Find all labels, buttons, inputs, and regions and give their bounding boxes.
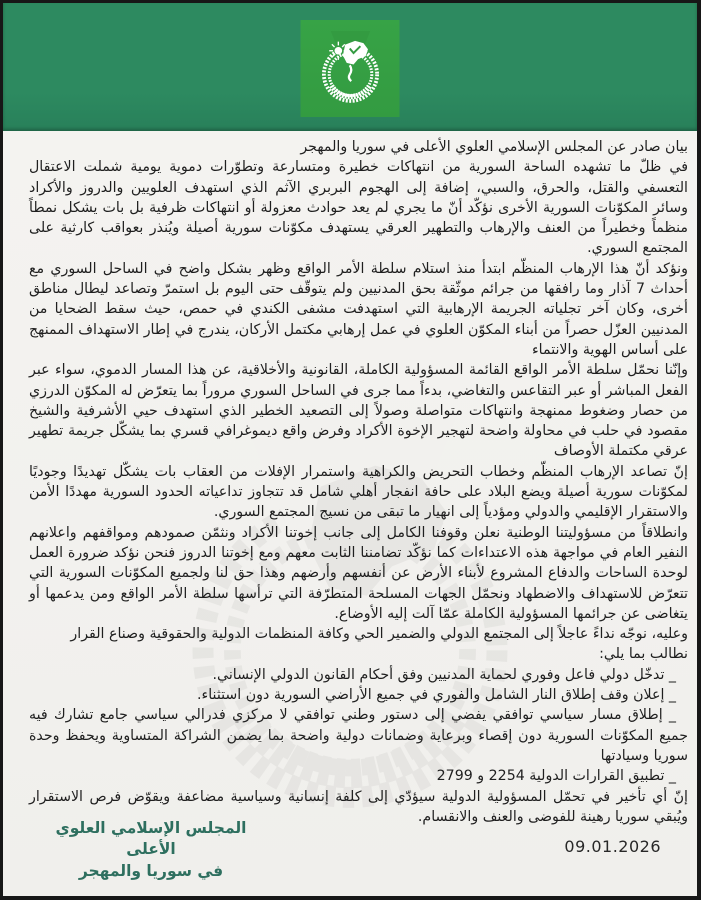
paragraph: وانطلاقاً من مسؤوليتنا الوطنية نعلن وقوفنا الكامل إلى جانب إخوتنا الأكراد ونثمّن صمودهم ومواقفهم واعلانهم النفير العام في مواجهة هذه الاعتداءات كما نؤكّد تضامننا الثابت معهم ومع إخوتنا الدروز فنحن نؤكد ضرورة العمل لوحدة الساحات والدفاع المشروع لأبناء الأرض عن أنفسهم وأرضهم وهذا حق لنا ولجميع المكوّنات السورية التي تتعرّض للاستهداف والاضطهاد ونحمّل الجهات المسلحة المتطرّفة التي ترأسها سلطة الأمر الواقع ومن يدعمها أو يتغاضى عن جرائمها المسؤولية الكاملة عمّا آلت إليه الأوضاع. xyxy=(29,524,688,622)
signature-block xyxy=(31,818,271,883)
council-logo-panel xyxy=(301,20,400,117)
signature-line-2: في سوريا والمهجر xyxy=(78,861,224,880)
demand-item: _ تطبيق القرارات الدولية 2254 و 2799 xyxy=(436,768,676,785)
paragraph: وعليه، نوجّه نداءً عاجلاً إلى المجتمع الدولي والضمير الحي وكافة المنظمات الدولية والحقوقية وصناع القرار xyxy=(70,626,688,643)
demand-item: _ إطلاق مسار سياسي توافقي يفضي إلى دستور وطني توافقي لا مركزي فدرالي سياسي جامع تشارك فيه جميع المكوّنات السورية دون إقصاء وبرعاية وضمانات دولية واضحة بما يضمن الشراكة المتساوية ويحفظ وحدة سوريا وسيادتها xyxy=(29,707,688,764)
demand-item: _ إعلان وقف إطلاق النار الشامل والفوري في جميع الأراضي السورية دون استثناء. xyxy=(197,687,676,704)
signature-line-1: المجلس الإسلامي العلوي الأعلى xyxy=(55,818,247,858)
syria-map-shape xyxy=(342,40,367,64)
demands-lead: نطالب بما يلي: xyxy=(599,646,688,663)
header-band xyxy=(3,3,697,131)
statement-date: 09.01.2026 xyxy=(564,837,661,856)
paragraph: ونؤكد أنّ هذا الإرهاب المنظّم ابتدأ منذ استلام سلطة الأمر الواقع وظهر بشكل واضح في الساحل السوري مع أحداث 7 آذار وما رافقها من جرائم موثّقة بحق المدنيين ولم يتوقّف حتى اليوم بل استمرّ وتصاعد ليطال مناطق أخرى، وكان آخر تجلياته الجريمة الإرهابية التي استهدفت مشفى الكندي في حمص، حيث سقط الضحايا من المدنيين العزّل حصراً من أبناء المكوّن العلوي في عمل إرهابي مكتمل الأركان، يندرج في إطار الاستهداف الممنهج على أساس الهوية والانتماء xyxy=(29,260,688,358)
paragraph: في ظلّ ما تشهده الساحة السورية من انتهاكات خطيرة ومتسارعة وتطوّرات دموية يومية شملت الاعتقال التعسفي والقتل، والحرق، والسبي، إضافة إلى الهجوم البربري الآثم الذي استهدف العلويين والدروز والأكراد وسائر المكوّنات السورية الأخرى نؤكّد أنّ ما يجري لم يعد حوادث معزولة أو انتهاكات ظرفية بل بات يشكل نمطاً منظماً وخطيراً من العنف والإرهاب والتطهير العرقي يستهدف مكوّنات سورية أصيلة ويُنذر بعواقب كارثية على المجتمع السوري. xyxy=(29,159,688,257)
statement-title: بيان صادر عن المجلس الإسلامي العلوي الأعلى في سوريا والمهجر xyxy=(300,139,688,155)
paragraph: إنّ تصاعد الإرهاب المنظّم وخطاب التحريض والكراهية واستمرار الإفلات من العقاب بات يشكّل تهديدًا وجوديًا لمكوّنات سورية أصيلة ويضع البلاد على حافة انفجار أهلي شامل قد تتجاوز تداعياته الحدود السورية مهددًا الأمن والاستقرار الإقليمي والدولي ومؤدياً إلى انهيار ما تبقى من نسيج المجتمع السوري. xyxy=(29,463,688,521)
council-emblem-icon xyxy=(311,31,389,107)
demand-item: _ تدخّل دولي فاعل وفوري لحماية المدنيين وفق أحكام القانون الدولي الإنساني. xyxy=(212,666,676,683)
statement-text xyxy=(3,131,697,827)
paragraph: وإنّنا نحمّل سلطة الأمر الواقع القائمة المسؤولية الكاملة، القانونية والأخلاقية، عن هذا المسار الدموي، سواء عبر الفعل المباشر أو عبر التقاعس والتغاضي، بدءاً مما جرى في الساحل السوري مروراً بما يتعرّض له المكوّن الدرزي من حصار وضغوط ممنهجة وانتهاكات متواصلة وصولاً إلى التصعيد الخطير الذي استهدف حيي الأشرفية والشيخ مقصود في حلب في محاولة واضحة لتهجير الإخوة الأكراد وفرض واقع ديموغرافي قسري بما يشكّل جريمة تطهير عرقي مكتملة الأوصاف xyxy=(29,362,688,460)
closing-paragraph: إنّ أي تأخير في تحمّل المسؤولية الدولية سيؤدّي إلى كلفة إنسانية وسياسية مضاعفة ويقوّض فرص الاستقرار ويُبقي سوريا رهينة للفوضى والعنف والانقسام. xyxy=(29,788,688,825)
document-body xyxy=(3,131,697,896)
